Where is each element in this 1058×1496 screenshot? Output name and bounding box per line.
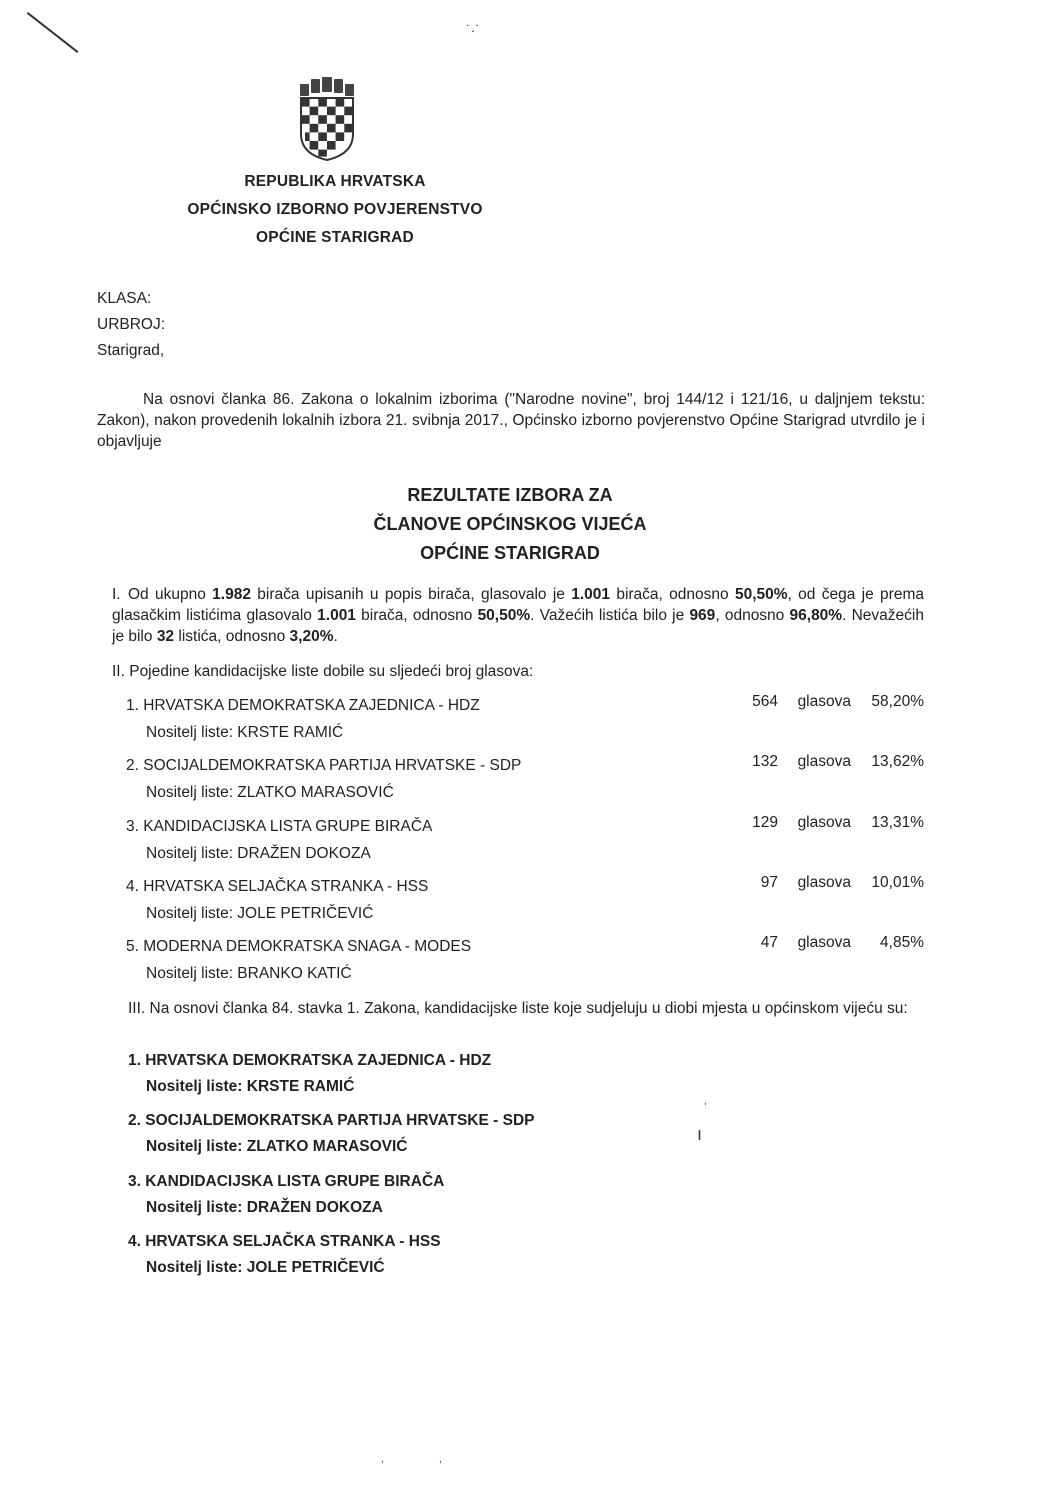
turnout-text-part: birača, odnosno (355, 607, 478, 624)
allocation-item (128, 1229, 441, 1281)
header-municipality: OPĆINE STARIGRAD (256, 229, 414, 246)
valid-pct-value: 96,80% (789, 607, 843, 624)
votes-label: glasova (797, 753, 851, 770)
list-name: 3. KANDIDACIJSKA LISTA GRUPE BIRAČA (126, 818, 433, 835)
section-3 (112, 998, 924, 1019)
result-item (126, 693, 924, 753)
allocation-list-holder: Nositelj liste: DRAŽEN DOKOZA (146, 1199, 383, 1216)
section-1-numeral: I. (112, 586, 121, 603)
allocation-item (128, 1169, 444, 1221)
document-header (150, 168, 520, 252)
list-percentage: 58,20% (871, 693, 924, 710)
voted-ballots-pct-value: 50,50% (477, 607, 531, 624)
list-name: 5. MODERNA DEMOKRATSKA SNAGA - MODES (126, 938, 472, 955)
list-holder: Nositelj liste: JOLE PETRIČEVIĆ (146, 905, 374, 922)
result-item (126, 814, 924, 874)
list-votes: 47 (760, 934, 778, 951)
title-line-1: REZULTATE IZBORA ZA (407, 485, 613, 505)
allocation-list-name: 2. SOCIJALDEMOKRATSKA PARTIJA HRVATSKE - SDP (128, 1112, 535, 1129)
allocation-list-name: 4. HRVATSKA SELJAČKA STRANKA - HSS (128, 1233, 441, 1250)
invalid-pct-value: 3,20% (289, 628, 334, 645)
list-holder: Nositelj liste: DRAŽEN DOKOZA (146, 845, 371, 862)
turnout-text-part: . Nevažećih je bilo (112, 607, 924, 645)
list-holder: Nositelj liste: ZLATKO MARASOVIĆ (146, 784, 394, 801)
title-line-3: OPĆINE STARIGRAD (420, 543, 600, 563)
intro-paragraph: Na osnovi članka 86. Zakona o lokalnim izborima ("Narodne novine", broj 144/12 i 121/16, u daljnjem tekstu: Zakon), nakon provedenih lokalnih izbora 21. svibnja 2017., Općinsko izborno povjerenstvo Općine Starigrad utvrdilo je i objavljuje (97, 391, 925, 450)
list-name: 1. HRVATSKA DEMOKRATSKA ZAJEDNICA - HDZ (126, 697, 480, 714)
allocation-list-name: 3. KANDIDACIJSKA LISTA GRUPE BIRAČA (128, 1173, 445, 1190)
turnout-text-part: . Važećih listića bilo je (530, 607, 690, 624)
section-turnout (112, 584, 924, 647)
voted-pct-value: 50,50% (734, 586, 788, 603)
allocation-list-holder: Nositelj liste: KRSTE RAMIĆ (146, 1078, 355, 1095)
invalid-value: 32 (156, 628, 175, 645)
place-label: Starigrad, (97, 342, 165, 359)
list-name: 4. HRVATSKA SELJAČKA STRANKA - HSS (126, 878, 429, 895)
turnout-text-part: birača upisanih u popis birača, glasovalo je (250, 586, 572, 603)
result-item (126, 874, 924, 934)
scan-speck: ı (697, 1124, 703, 1144)
allocation-item (128, 1108, 534, 1160)
allocation-list-holder: Nositelj liste: JOLE PETRIČEVIĆ (146, 1259, 385, 1276)
section-3-text: III. Na osnovi članka 84. stavka 1. Zakona, kandidacijske liste koje sudjeluju u diobi mjesta u općinskom vijeću su: (128, 1000, 908, 1017)
turnout-text-part: birača, odnosno (610, 586, 735, 603)
votes-label: glasova (797, 934, 851, 951)
list-votes: 132 (752, 753, 778, 770)
turnout-text (112, 584, 924, 647)
klasa-label: KLASA: (97, 290, 152, 307)
header-commission: OPĆINSKO IZBORNO POVJERENSTVO (187, 201, 483, 218)
turnout-text-part: Od ukupno (128, 586, 213, 603)
scan-speck: ˈ (380, 1458, 385, 1474)
scan-mark-line (27, 12, 79, 53)
scan-speck: ˙·˙ (466, 22, 480, 38)
document-meta (97, 286, 165, 364)
list-votes: 564 (752, 693, 778, 710)
section-2-heading: II. Pojedine kandidacijske liste dobile su sljedeći broj glasova: (112, 663, 534, 680)
voted-value: 1.001 (571, 586, 611, 603)
voted-ballots-value: 1.001 (317, 607, 356, 624)
urbroj-label: URBROJ: (97, 316, 166, 333)
allocation-list-name: 1. HRVATSKA DEMOKRATSKA ZAJEDNICA - HDZ (128, 1052, 492, 1069)
turnout-text-part: , od čega je prema glasačkim listićima glasovalo (112, 586, 924, 624)
turnout-text-part: , odnosno (715, 607, 790, 624)
document-title (300, 481, 720, 568)
list-percentage: 13,62% (871, 753, 924, 770)
list-percentage: 13,31% (871, 814, 924, 831)
list-votes: 97 (760, 874, 778, 891)
allocation-item (128, 1048, 491, 1100)
allocation-list-holder: Nositelj liste: ZLATKO MARASOVIĆ (146, 1138, 408, 1155)
list-percentage: 4,85% (880, 934, 924, 951)
croatian-coat-of-arms-icon (297, 72, 357, 162)
list-percentage: 10,01% (871, 874, 924, 891)
votes-label: glasova (797, 693, 851, 710)
result-item (126, 753, 924, 813)
title-line-2: ČLANOVE OPĆINSKOG VIJEĆA (373, 514, 647, 534)
list-holder: Nositelj liste: BRANKO KATIĆ (146, 965, 352, 982)
scan-speck: ˈ (438, 1458, 443, 1474)
total-voters-value: 1.982 (212, 586, 251, 603)
votes-label: glasova (797, 814, 851, 831)
valid-value: 969 (689, 607, 716, 624)
result-item (126, 934, 924, 994)
votes-label: glasova (797, 874, 851, 891)
header-country: REPUBLIKA HRVATSKA (244, 173, 426, 190)
list-votes: 129 (752, 814, 778, 831)
list-holder: Nositelj liste: KRSTE RAMIĆ (146, 724, 344, 741)
scan-speck: ˈ (703, 1100, 708, 1116)
turnout-text-part: listića, odnosno (174, 628, 290, 645)
list-name: 2. SOCIJALDEMOKRATSKA PARTIJA HRVATSKE - SDP (126, 757, 522, 774)
turnout-text-part: . (333, 628, 338, 645)
